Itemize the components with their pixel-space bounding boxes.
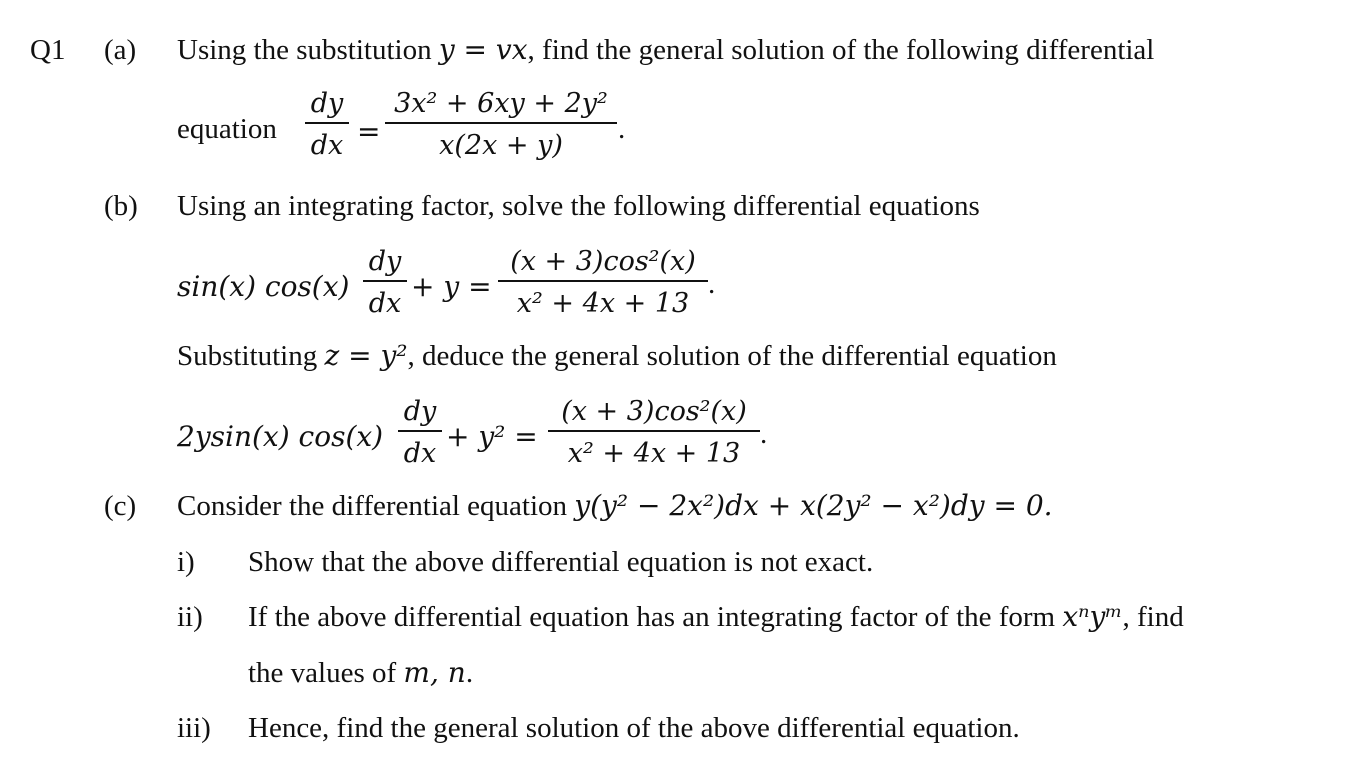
part-b-substitution-line (177, 339, 1057, 372)
part-c-item-2-line2-pre: the values of (248, 657, 404, 689)
part-b-eq2-mid: + y² = (446, 420, 538, 453)
fraction-bar (398, 430, 442, 432)
part-b-eq2-rhs-num: (x + 3)cos²(x) (561, 396, 747, 427)
part-c-item-1-text: Show that the above differential equation is not exact. (248, 546, 874, 578)
fraction-bar (548, 430, 760, 432)
part-a-rhs-num: 3x² + 6xy + 2y² (394, 88, 608, 119)
part-b-sub-pre: Substituting (177, 340, 325, 372)
part-c-item-1-label: i) (177, 546, 195, 578)
part-b-eq1-mid: + y = (411, 270, 492, 303)
part-c-line (177, 489, 1053, 522)
part-c-item-2-text (248, 600, 1184, 633)
equals-sign: = (357, 115, 381, 148)
part-c-item-2-line2-expr: m, n (403, 656, 466, 689)
part-b-eq1-pre: sin(x) cos(x) (177, 270, 350, 303)
part-b-eq1-end: . (708, 268, 716, 300)
part-a-lhs-den: dx (310, 130, 344, 161)
question-label: Q1 (30, 34, 66, 66)
part-c-line-pre: Consider the differential equation (177, 490, 575, 522)
part-c-equation: y(y² − 2x²)dx + x(2y² − x²)dy = 0. (574, 489, 1053, 522)
part-b-eq1-num: dy (368, 246, 402, 277)
part-b-eq1-den: dx (368, 288, 402, 319)
part-a-lhs-fraction (305, 90, 349, 159)
part-b-eq1-rhs-den: x² + 4x + 13 (516, 288, 690, 319)
part-a-label: (a) (104, 34, 137, 66)
part-c-item-2-line2 (248, 656, 474, 689)
part-b-eq2-rhs-fraction (548, 398, 760, 467)
part-a-rhs-fraction (385, 90, 617, 159)
part-b-sub-post: , deduce the general solution of the differential equation (407, 340, 1057, 372)
part-a-line1 (177, 33, 1155, 66)
part-c-item-2-line2-post: . (465, 657, 474, 689)
part-c-item-2-pre: If the above differential equation has an integrating factor of the form (248, 601, 1063, 633)
part-a-line1-pre: Using the substitution (177, 34, 439, 66)
part-a-end: . (618, 113, 626, 145)
part-c-item-2-expr: xⁿyᵐ (1062, 600, 1123, 633)
part-a-equation-word: equation (177, 113, 277, 145)
part-b-sub-expr: z = y² (324, 339, 408, 372)
part-c-item-2-label: ii) (177, 601, 203, 633)
part-b-eq2-num: dy (403, 396, 437, 427)
part-a-substitution: y = vx (438, 33, 528, 66)
part-b-eq1-lhs-fraction (363, 248, 407, 317)
part-b-eq2-rhs-den: x² + 4x + 13 (567, 438, 741, 469)
part-b-eq2-end: . (760, 418, 768, 450)
fraction-bar (305, 122, 349, 124)
part-b-label: (b) (104, 190, 138, 222)
part-b-eq1-rhs-num: (x + 3)cos²(x) (510, 246, 696, 277)
part-a-line1-post: , find the general solution of the following differential (527, 34, 1155, 66)
part-c-item-3-text: Hence, find the general solution of the above differential equation. (248, 712, 1020, 744)
fraction-bar (498, 280, 708, 282)
part-c-item-2-post: , find (1122, 601, 1184, 633)
part-c-item-3-label: iii) (177, 712, 211, 744)
part-c-label: (c) (104, 490, 137, 522)
part-b-eq2-lhs-fraction (398, 398, 442, 467)
part-a-lhs-num: dy (310, 88, 344, 119)
part-b-line1: Using an integrating factor, solve the following differential equations (177, 190, 980, 222)
part-b-eq1-rhs-fraction (498, 248, 708, 317)
part-b-eq2-den: dx (403, 438, 437, 469)
fraction-bar (363, 280, 407, 282)
part-b-eq2-pre: 2ysin(x) cos(x) (177, 420, 384, 453)
part-a-rhs-den: x(2x + y) (439, 130, 563, 161)
fraction-bar (385, 122, 617, 124)
